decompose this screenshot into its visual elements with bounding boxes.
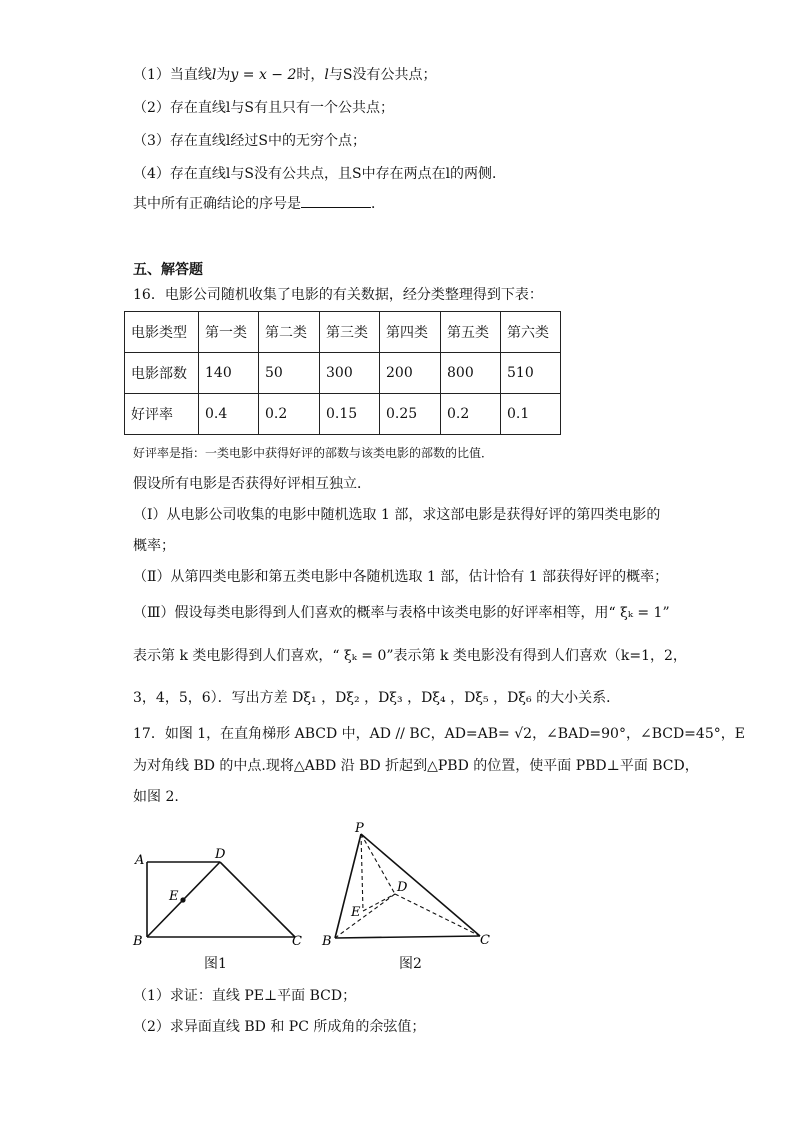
q17-line2: 为对角线 BD 的中点.现将△ABD 沿 BD 折起到△PBD 的位置，使平面 PBD⊥平面 BCD， <box>133 758 699 774</box>
q16-intro: 16．电影公司随机收集了电影的有关数据，经分类整理得到下表： <box>133 287 543 303</box>
fig1-label-b: B <box>133 934 143 949</box>
figure-1-caption: 图1 <box>204 956 227 972</box>
q15-answer-prompt: 其中所有正确结论的序号是 ． <box>133 193 385 214</box>
table-cell: 第一类 <box>199 312 259 353</box>
q16-part3-line3: 3，4，5，6）．写出方差 Dξ₁ ，Dξ₂ ，Dξ₃ ，Dξ₄ ，Dξ₅ ，Dξ₆ 的大小关系． <box>133 690 621 706</box>
fig2-label-b: B <box>322 934 332 949</box>
q16-note: 好评率是指：一类电影中获得好评的部数与该类电影的部数的比值． <box>133 446 494 460</box>
q15-item-2: （2）存在直线l与S有且只有一个公共点； <box>133 100 394 116</box>
table-cell: 第五类 <box>441 312 501 353</box>
table-row <box>125 394 561 435</box>
q16-part3-line2: 表示第 k 类电影得到人们喜欢，“ ξₖ = 0”表示第 k 类电影没有得到人们喜欢（k=1，2， <box>133 648 687 664</box>
q16-part1-line2: 概率； <box>133 538 175 554</box>
q16-part3-line1: （Ⅲ）假设每类电影得到人们喜欢的概率与表格中该类电影的好评率相等，用“ ξₖ = 1” <box>133 605 670 621</box>
table-cell: 第三类 <box>320 312 380 353</box>
figure-1-trapezoid <box>125 840 325 952</box>
section-title: 五、解答题 <box>133 262 203 278</box>
table-cell: 0.15 <box>320 394 380 435</box>
movie-data-table <box>124 311 561 435</box>
fig2-label-c: C <box>480 933 490 948</box>
table-cell: 300 <box>320 353 380 394</box>
table-cell: 第二类 <box>259 312 320 353</box>
fig2-label-e: E <box>351 905 361 920</box>
fig1-label-d: D <box>215 847 226 862</box>
q15-item-3: （3）存在直线l经过S中的无穷个点； <box>133 133 366 149</box>
answer-blank[interactable] <box>301 193 371 208</box>
fig1-label-c: C <box>292 934 302 949</box>
table-cell: 200 <box>380 353 441 394</box>
q15-item-1: （1）当直线l为y = x − 2时，l与S没有公共点； <box>133 67 437 83</box>
fig2-label-p: P <box>355 821 364 836</box>
q17-sub1: （1）求证：直线 PE⊥平面 BCD； <box>133 988 357 1004</box>
table-cell: 800 <box>441 353 501 394</box>
table-cell: 140 <box>199 353 259 394</box>
table-cell: 第六类 <box>501 312 561 353</box>
q15-item-4: （4）存在直线l与S没有公共点，且S中存在两点在l的两侧． <box>133 166 507 182</box>
fig1-label-a: A <box>135 853 145 868</box>
table-cell: 0.2 <box>259 394 320 435</box>
fig1-label-e: E <box>169 889 179 904</box>
table-cell: 第四类 <box>380 312 441 353</box>
figure-2-caption: 图2 <box>399 956 422 972</box>
table-cell: 50 <box>259 353 320 394</box>
table-cell: 0.4 <box>199 394 259 435</box>
figure-2-tetrahedron <box>315 818 500 950</box>
table-cell: 510 <box>501 353 561 394</box>
table-cell: 电影部数 <box>125 353 199 394</box>
table-cell: 0.1 <box>501 394 561 435</box>
q17-line3: 如图 2. <box>133 789 179 805</box>
table-cell: 0.2 <box>441 394 501 435</box>
table-row <box>125 353 561 394</box>
table-row <box>125 312 561 353</box>
fig2-label-d: D <box>397 880 408 895</box>
table-cell: 电影类型 <box>125 312 199 353</box>
table-cell: 好评率 <box>125 394 199 435</box>
q16-part1-line1: （Ⅰ）从电影公司收集的电影中随机选取 1 部，求这部电影是获得好评的第四类电影的 <box>133 507 661 523</box>
q17-sub2: （2）求异面直线 BD 和 PC 所成角的余弦值； <box>133 1019 426 1035</box>
q16-assume: 假设所有电影是否获得好评相互独立． <box>133 476 371 492</box>
midpoint-e-dot <box>180 897 185 902</box>
table-cell: 0.25 <box>380 394 441 435</box>
q17-line1: 17．如图 1，在直角梯形 ABCD 中，AD // BC，AD=AB= √2，∠BAD=90°，∠BCD=45°，E <box>133 726 745 742</box>
q16-part2: （Ⅱ）从第四类电影和第五类电影中各随机选取 1 部，估计恰有 1 部获得好评的概率； <box>133 569 669 585</box>
